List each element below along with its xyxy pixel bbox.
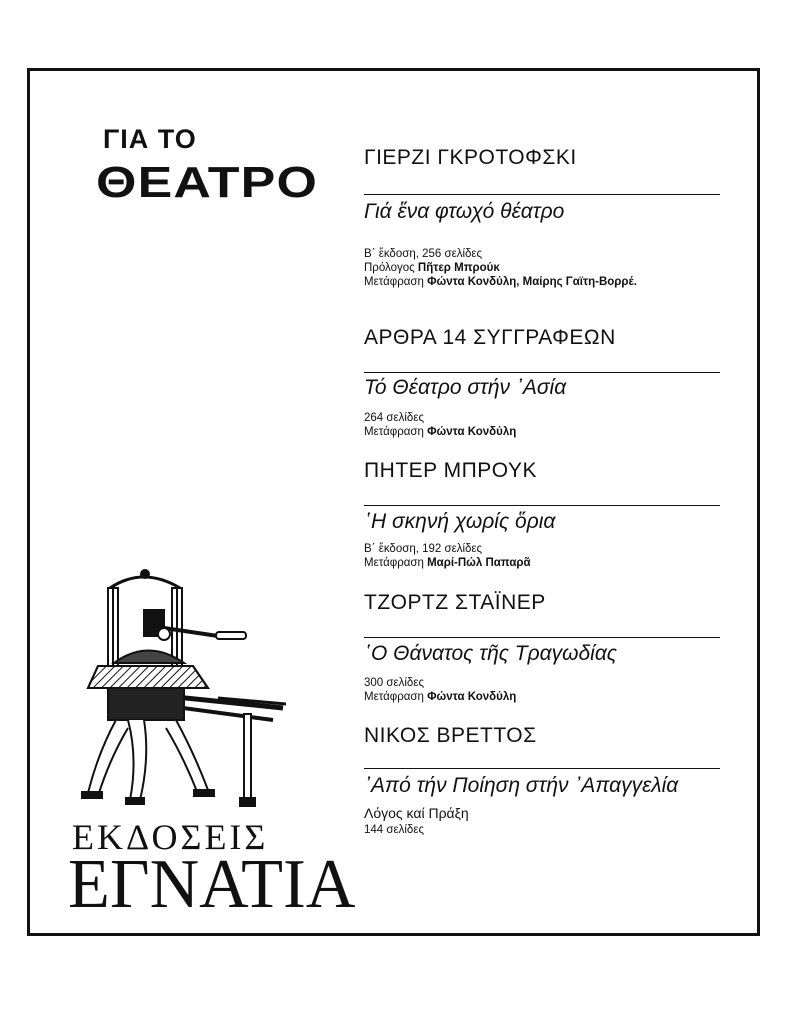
meta-line: Β΄ ἔκδοση, 192 σελίδες <box>364 543 483 555</box>
divider <box>364 768 720 769</box>
book-title: Τό Θέατρο στήν ᾽Ασία <box>364 376 567 399</box>
book-title: ῾Η σκηνή χωρίς ὅρια <box>364 510 556 533</box>
book-author: ΓΙΕΡΖΙ ΓΚΡΟΤΟΦΣΚΙ <box>364 146 577 169</box>
meta-line: 144 σελίδες <box>364 824 424 836</box>
divider <box>364 194 720 195</box>
book-title: Γιά ἕνα φτωχό θέατρο <box>364 200 565 223</box>
book-author: ΝΙΚΟΣ ΒΡΕΤΤΟΣ <box>364 724 537 747</box>
book-meta <box>364 542 531 570</box>
book-meta <box>364 247 637 289</box>
publisher-line1: ΕΚΔΟΣΕΙΣ <box>72 817 269 857</box>
meta-line: Μετάφραση Φώντα Κονδύλη, Μαίρης Γαϊτη-Βορρέ. <box>364 276 637 288</box>
book-author: ΤΖΟΡΤΖ ΣΤΑΪΝΕΡ <box>364 591 546 614</box>
book-author: ΠΗΤΕΡ ΜΠΡΟΥΚ <box>364 459 537 482</box>
book-subtitle: Λόγος καί Πράξη <box>364 805 469 821</box>
publisher-line2: ΕΓΝΑΤΙΑ <box>68 846 356 923</box>
book-author: ΑΡΘΡΑ 14 ΣΥΓΓΡΑΦΕΩΝ <box>364 326 616 349</box>
book-title: ᾽Από τήν Ποίηση στήν ᾽Απαγγελία <box>364 774 679 797</box>
meta-line: 300 σελίδες <box>364 677 424 689</box>
meta-line: Μετάφραση Φώντα Κονδύλη <box>364 426 517 438</box>
divider <box>364 505 720 506</box>
book-meta <box>364 823 424 837</box>
book-title: ῾Ο Θάνατος τῆς Τραγωδίας <box>364 642 618 665</box>
header-line1: ΓΙΑ ΤΟ <box>103 124 197 154</box>
book-meta <box>364 411 516 439</box>
divider <box>364 637 720 638</box>
meta-line: Μετάφραση Μαρί-Πώλ Παπαρᾶ <box>364 557 531 569</box>
printing-press-icon <box>68 568 308 813</box>
divider <box>364 372 720 373</box>
meta-line: 264 σελίδες <box>364 412 424 424</box>
header-line2: ΘΕΑΤΡΟ <box>96 158 319 207</box>
book-meta <box>364 676 516 704</box>
meta-line: Πρόλογος Πῆτερ Μπρούκ <box>364 262 500 274</box>
meta-line: Β΄ ἔκδοση, 256 σελίδες <box>364 248 483 260</box>
meta-line: Μετάφραση Φώντα Κονδύλη <box>364 691 517 703</box>
